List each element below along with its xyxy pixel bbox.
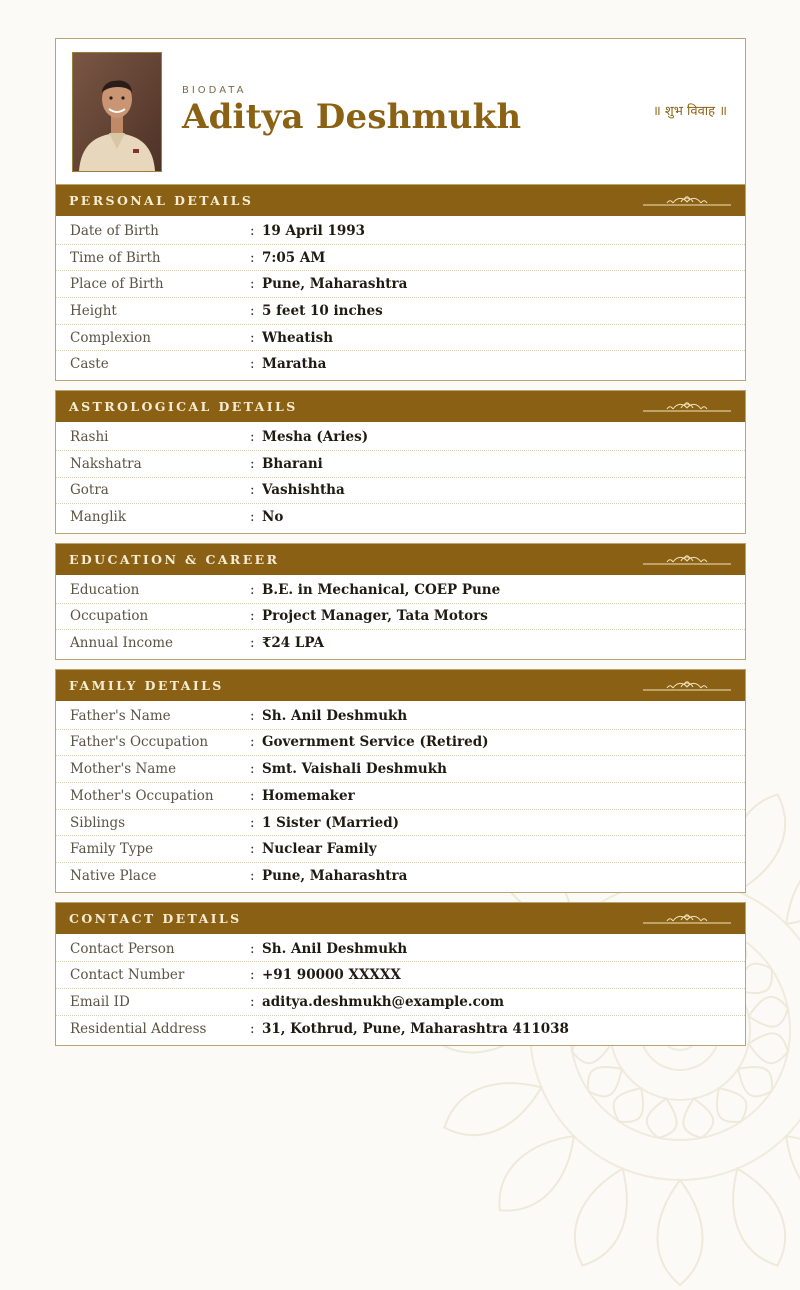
detail-value: ₹24 LPA <box>262 635 325 652</box>
detail-value: Smt. Vaishali Deshmukh <box>262 761 447 778</box>
detail-label: Rashi <box>70 428 109 445</box>
detail-row <box>56 325 745 352</box>
detail-value: Maratha <box>262 356 327 373</box>
detail-separator: : <box>250 993 255 1010</box>
detail-row <box>56 836 745 863</box>
detail-value: Government Service (Retired) <box>262 734 489 751</box>
detail-label: Caste <box>70 356 109 373</box>
detail-rows <box>56 701 745 892</box>
detail-value: +91 90000 XXXXX <box>262 967 401 984</box>
mandala-petal <box>717 1160 799 1274</box>
detail-label: Place of Birth <box>70 276 164 293</box>
detail-row <box>56 962 745 989</box>
detail-separator: : <box>250 867 255 884</box>
detail-row <box>56 424 745 451</box>
section-title: PERSONAL DETAILS <box>69 193 254 208</box>
ornamental-flourish-icon <box>643 193 731 209</box>
detail-value: Project Manager, Tata Motors <box>262 608 488 625</box>
detail-separator: : <box>250 761 255 778</box>
detail-value: Nuclear Family <box>262 841 377 858</box>
detail-label: Siblings <box>70 814 126 831</box>
detail-separator: : <box>250 276 255 293</box>
mandala-inner-petal <box>746 994 791 1031</box>
blessing-text: ॥ शुभ विवाह ॥ <box>652 104 727 119</box>
section-contact-details <box>55 902 746 1046</box>
biodata-header <box>55 38 746 184</box>
detail-row <box>56 730 745 757</box>
detail-separator: : <box>250 841 255 858</box>
detail-separator: : <box>250 356 255 373</box>
section-title: ASTROLOGICAL DETAILS <box>69 399 298 415</box>
detail-separator: : <box>250 509 255 526</box>
detail-rows <box>56 934 745 1045</box>
detail-separator: : <box>250 814 255 831</box>
detail-row <box>56 989 745 1016</box>
section-title: CONTACT DETAILS <box>69 910 242 926</box>
detail-label: Education <box>70 581 140 598</box>
ornamental-flourish-icon <box>643 678 731 694</box>
detail-label: Mother's Occupation <box>70 787 214 804</box>
detail-row <box>56 756 745 783</box>
section-family-details <box>55 669 746 893</box>
mandala-inner-petal <box>679 1096 716 1141</box>
detail-row <box>56 604 745 631</box>
biodata-sheet <box>55 38 746 1046</box>
mandala-inner-petal <box>644 1096 681 1141</box>
detail-rows <box>56 575 745 659</box>
detail-row <box>56 504 745 530</box>
detail-value: Homemaker <box>262 787 355 804</box>
detail-separator: : <box>250 707 255 724</box>
detail-row <box>56 298 745 325</box>
mandala-petal <box>562 1160 644 1274</box>
detail-separator: : <box>250 249 255 266</box>
detail-label: Height <box>70 302 117 319</box>
detail-label: Gotra <box>70 482 109 499</box>
detail-row <box>56 783 745 810</box>
detail-separator: : <box>250 222 255 239</box>
detail-label: Time of Birth <box>70 249 161 266</box>
detail-value: aditya.deshmukh@example.com <box>262 993 505 1010</box>
detail-separator: : <box>250 329 255 346</box>
detail-value: Vashishtha <box>262 482 345 499</box>
mandala-inner-petal <box>746 1029 791 1066</box>
sections-container <box>55 184 746 1046</box>
detail-label: Residential Address <box>70 1020 207 1037</box>
detail-rows <box>56 216 745 380</box>
mandala-petal <box>658 1180 703 1285</box>
detail-label: Occupation <box>70 608 149 625</box>
section-title: FAMILY DETAILS <box>69 677 224 693</box>
detail-row <box>56 1016 745 1042</box>
detail-separator: : <box>250 967 255 984</box>
detail-separator: : <box>250 608 255 625</box>
ornamental-flourish-icon <box>643 911 731 927</box>
detail-row <box>56 245 745 272</box>
detail-row <box>56 630 745 656</box>
detail-value: B.E. in Mechanical, COEP Pune <box>262 581 501 598</box>
detail-separator: : <box>250 455 255 472</box>
detail-rows <box>56 422 745 533</box>
detail-label: Manglik <box>70 509 127 526</box>
section-heading <box>56 391 745 422</box>
detail-row <box>56 478 745 505</box>
mandala-petal <box>436 1067 550 1149</box>
detail-row <box>56 863 745 889</box>
detail-label: Father's Occupation <box>70 734 209 751</box>
detail-value: 7:05 AM <box>262 249 326 266</box>
detail-value: Pune, Maharashtra <box>262 276 408 293</box>
detail-label: Date of Birth <box>70 222 159 239</box>
detail-row <box>56 351 745 377</box>
detail-label: Contact Person <box>70 940 175 957</box>
ornamental-flourish-icon <box>643 552 731 568</box>
detail-separator: : <box>250 1020 255 1037</box>
detail-row <box>56 451 745 478</box>
detail-separator: : <box>250 635 255 652</box>
detail-value: Wheatish <box>262 329 334 346</box>
detail-label: Complexion <box>70 329 151 346</box>
detail-row <box>56 936 745 963</box>
detail-label: Father's Name <box>70 707 171 724</box>
detail-label: Annual Income <box>70 635 173 652</box>
detail-value: 19 April 1993 <box>262 222 366 239</box>
biodata-kicker: BIODATA <box>182 85 247 96</box>
detail-value: Mesha (Aries) <box>262 428 369 445</box>
profile-photo-illustration <box>73 53 161 171</box>
detail-value: Sh. Anil Deshmukh <box>262 940 408 957</box>
detail-separator: : <box>250 482 255 499</box>
detail-separator: : <box>250 734 255 751</box>
detail-row <box>56 810 745 837</box>
detail-separator: : <box>250 940 255 957</box>
detail-value: 5 feet 10 inches <box>262 302 383 319</box>
detail-row <box>56 703 745 730</box>
detail-label: Family Type <box>70 841 154 858</box>
candidate-name: Aditya Deshmukh <box>182 97 522 137</box>
detail-label: Native Place <box>70 867 157 884</box>
detail-label: Mother's Name <box>70 761 177 778</box>
section-title: EDUCATION & CAREER <box>69 551 280 567</box>
detail-label: Nakshatra <box>70 455 142 472</box>
detail-separator: : <box>250 302 255 319</box>
section-education-career <box>55 543 746 660</box>
detail-separator: : <box>250 428 255 445</box>
section-heading <box>56 670 745 701</box>
section-heading <box>56 185 745 216</box>
mandala-petal <box>770 1120 800 1226</box>
ornamental-flourish-icon <box>643 399 731 415</box>
detail-separator: : <box>250 787 255 804</box>
detail-label: Email ID <box>70 993 130 1010</box>
detail-value: 1 Sister (Married) <box>262 814 400 831</box>
section-personal-details <box>55 184 746 381</box>
section-astrological-details <box>55 390 746 534</box>
section-heading <box>56 544 745 575</box>
detail-value: Pune, Maharashtra <box>262 867 408 884</box>
mandala-petal <box>770 834 800 940</box>
detail-value: No <box>262 509 284 526</box>
detail-value: Bharani <box>262 455 323 472</box>
detail-row <box>56 271 745 298</box>
detail-value: Sh. Anil Deshmukh <box>262 707 408 724</box>
detail-row <box>56 218 745 245</box>
detail-separator: : <box>250 581 255 598</box>
detail-value: 31, Kothrud, Pune, Maharashtra 411038 <box>262 1020 569 1037</box>
detail-row <box>56 577 745 604</box>
detail-label: Contact Number <box>70 967 185 984</box>
section-heading <box>56 903 745 934</box>
mandala-petal <box>484 1120 590 1226</box>
profile-photo <box>72 52 162 172</box>
